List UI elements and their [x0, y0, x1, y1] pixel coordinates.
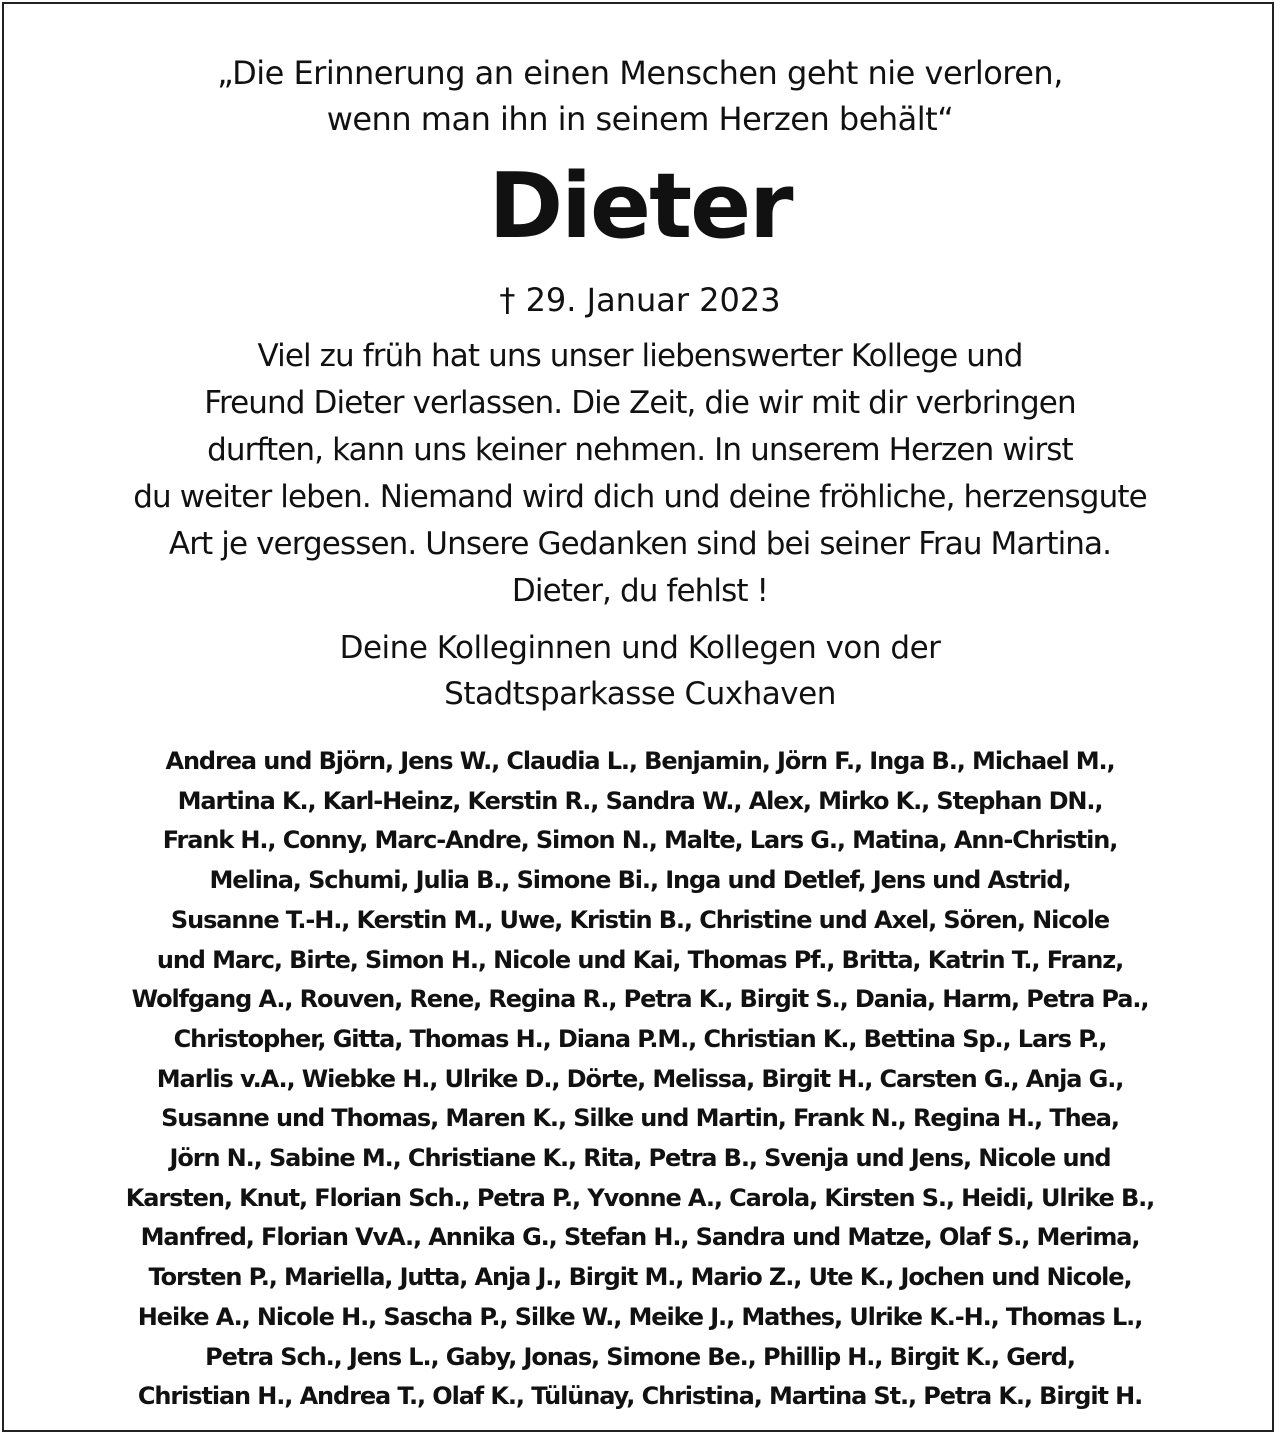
memorial-quote: [0, 50, 1280, 142]
names-line: Heike A., Nicole H., Sascha P., Silke W., Meike J., Mathes, Ulrike K.-H., Thomas L.,: [137, 1302, 1143, 1331]
names-line: Andrea und Björn, Jens W., Claudia L., Benjamin, Jörn F., Inga B., Michael M.,: [165, 747, 1115, 775]
message-line: durften, kann uns keiner nehmen. In unserem Herzen wirst: [207, 432, 1073, 468]
names-line: Susanne und Thomas, Maren K., Silke und Martin, Frank N., Regina H., Thea,: [161, 1104, 1119, 1133]
signature-line: Stadtsparkasse Cuxhaven: [444, 676, 836, 712]
message-line: du weiter leben. Niemand wird dich und deine fröhliche, herzensgute: [133, 479, 1147, 515]
message-line: Art je vergessen. Unsere Gedanken sind bei seiner Frau Martina.: [168, 526, 1112, 562]
death-date: † 29. Januar 2023: [499, 281, 781, 319]
names-line: Susanne T.-H., Kerstin M., Uwe, Kristin B., Christine und Axel, Sören, Nicole: [170, 905, 1110, 934]
names-line: Frank H., Conny, Marc-Andre, Simon N., Malte, Lars G., Matina, Ann-Christin,: [162, 826, 1118, 855]
names-line: Jörn N., Sabine M., Christiane K., Rita, Petra B., Svenja und Jens, Nicole und: [169, 1144, 1111, 1173]
message-line: Dieter, du fehlst !: [511, 573, 769, 609]
names-line: Christian H., Andrea T., Olaf K., Tülünay, Christina, Martina St., Petra K., Birgit H.: [137, 1382, 1143, 1411]
names-line: Karsten, Knut, Florian Sch., Petra P., Yvonne A., Carola, Kirsten S., Heidi, Ulrike B.,: [125, 1183, 1155, 1212]
message-line: Viel zu früh hat uns unser liebenswerter Kollege und: [257, 338, 1023, 374]
names-line: Christopher, Gitta, Thomas H., Diana P.M., Christian K., Bettina Sp., Lars P.,: [173, 1024, 1107, 1053]
deceased-name: Dieter: [488, 154, 792, 259]
colleague-names: [0, 742, 1280, 1417]
names-line: Marlis v.A., Wiebke H., Ulrike D., Dörte, Melissa, Birgit H., Carsten G., Anja G.,: [156, 1064, 1124, 1093]
signature: [0, 625, 1280, 717]
names-line: und Marc, Birte, Simon H., Nicole und Kai, Thomas Pf., Britta, Katrin T., Franz,: [156, 945, 1124, 974]
quote-line: „Die Erinnerung an einen Menschen geht nie verloren,: [217, 54, 1063, 92]
quote-line: wenn man ihn in seinem Herzen behält“: [326, 100, 954, 138]
names-line: Melina, Schumi, Julia B., Simone Bi., Inga und Detlef, Jens und Astrid,: [209, 866, 1071, 895]
names-line: Torsten P., Mariella, Jutta, Anja J., Birgit M., Mario Z., Ute K., Jochen und Nicole,: [148, 1263, 1132, 1292]
message-text: [0, 333, 1280, 615]
message-line: Freund Dieter verlassen. Die Zeit, die wir mit dir verbringen: [204, 385, 1076, 421]
names-line: Martina K., Karl-Heinz, Kerstin R., Sandra W., Alex, Mirko K., Stephan DN.,: [177, 786, 1103, 815]
signature-line: Deine Kolleginnen und Kollegen von der: [339, 630, 941, 666]
names-line: Manfred, Florian VvA., Annika G., Stefan H., Sandra und Matze, Olaf S., Merima,: [140, 1223, 1140, 1252]
names-line: Petra Sch., Jens L., Gaby, Jonas, Simone Be., Phillip H., Birgit K., Gerd,: [205, 1342, 1075, 1371]
names-line: Wolfgang A., Rouven, Rene, Regina R., Petra K., Birgit S., Dania, Harm, Petra Pa.,: [131, 985, 1149, 1014]
